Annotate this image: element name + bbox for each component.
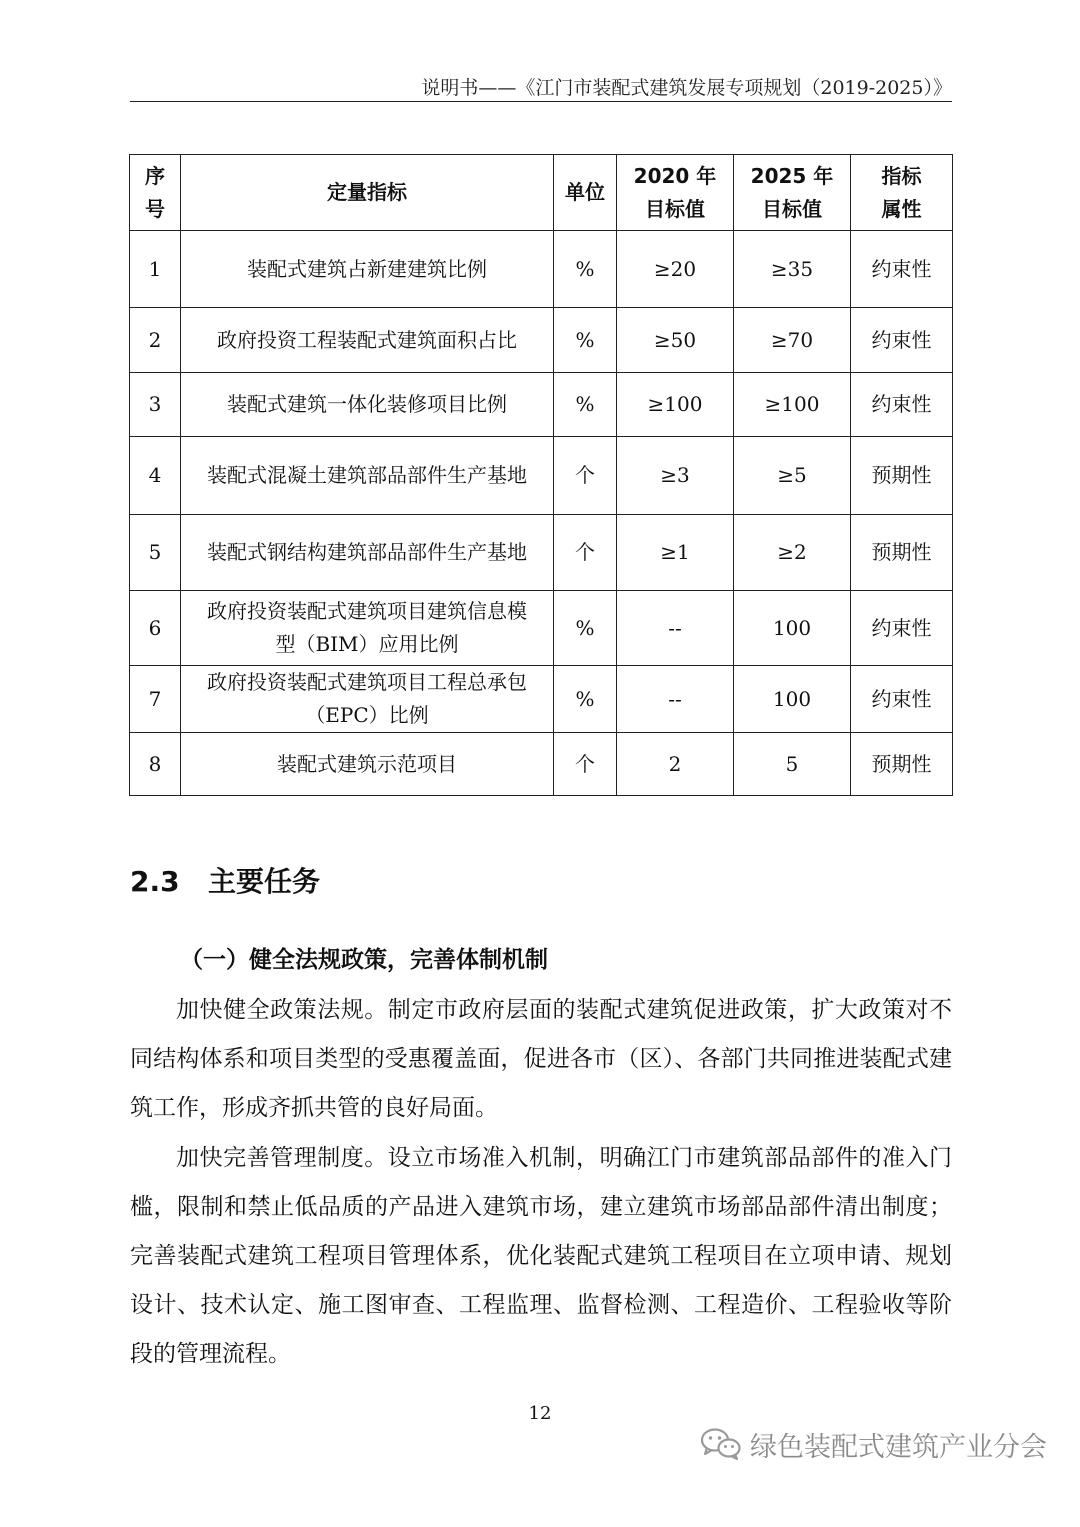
cell-target-2025: ≥100 bbox=[734, 373, 851, 437]
cell-attribute: 预期性 bbox=[851, 437, 953, 515]
cell-no: 7 bbox=[130, 666, 181, 733]
cell-attribute: 约束性 bbox=[851, 231, 953, 308]
cell-target-2020: ≥1 bbox=[617, 515, 734, 591]
cell-target-2025: ≥5 bbox=[734, 437, 851, 515]
header-rule bbox=[130, 101, 952, 102]
column-header-unit: 单位 bbox=[554, 155, 617, 231]
column-header-2020 bbox=[617, 155, 734, 231]
cell-unit: 个 bbox=[554, 515, 617, 591]
table-row bbox=[130, 308, 953, 373]
cell-attribute: 约束性 bbox=[851, 591, 953, 666]
cell-indicator-line1: 政府投资装配式建筑项目建筑信息模 bbox=[207, 599, 527, 623]
cell-target-2025: ≥35 bbox=[734, 231, 851, 308]
column-header-attribute bbox=[851, 155, 953, 231]
cell-unit: % bbox=[554, 666, 617, 733]
table-row bbox=[130, 231, 953, 308]
cell-indicator bbox=[181, 733, 554, 796]
wechat-icon bbox=[700, 1427, 742, 1461]
column-header-2025 bbox=[734, 155, 851, 231]
cell-target-2025: ≥2 bbox=[734, 515, 851, 591]
cell-target-2025: 100 bbox=[734, 666, 851, 733]
table-row bbox=[130, 733, 953, 796]
cell-indicator bbox=[181, 231, 554, 308]
cell-indicator bbox=[181, 515, 554, 591]
column-header-2020-line1: 2020 年 bbox=[633, 163, 717, 188]
cell-indicator-line2: 型（BIM）应用比例 bbox=[275, 632, 459, 656]
cell-target-2025: 5 bbox=[734, 733, 851, 796]
section-title: 主要任务 bbox=[208, 865, 321, 898]
cell-target-2020: ≥3 bbox=[617, 437, 734, 515]
cell-unit: % bbox=[554, 308, 617, 373]
column-header-2025-line2: 目标值 bbox=[762, 196, 822, 221]
watermark bbox=[700, 1420, 1047, 1468]
cell-no: 2 bbox=[130, 308, 181, 373]
subsection-heading: （一）健全法规政策，完善体制机制 bbox=[180, 947, 548, 973]
cell-no: 6 bbox=[130, 591, 181, 666]
running-header: 说明书——《江门市装配式建筑发展专项规划（2019-2025）》 bbox=[421, 77, 952, 99]
cell-unit: % bbox=[554, 231, 617, 308]
table-header-row bbox=[130, 155, 953, 231]
table-row bbox=[130, 591, 953, 666]
cell-target-2020: 2 bbox=[617, 733, 734, 796]
cell-indicator-line1: 政府投资工程装配式建筑面积占比 bbox=[217, 327, 517, 352]
cell-target-2020: -- bbox=[617, 666, 734, 733]
cell-target-2020: ≥100 bbox=[617, 373, 734, 437]
body-paragraph: 加快健全政策法规。制定市政府层面的装配式建筑促进政策，扩大政策对不同结构体系和项目类型的受惠覆盖面，促进各市（区）、各部门共同推进装配式建筑工作，形成齐抓共管的良好局面。 bbox=[130, 997, 952, 1121]
cell-target-2025: 100 bbox=[734, 591, 851, 666]
cell-unit: 个 bbox=[554, 437, 617, 515]
section-number: 2.3 bbox=[130, 865, 180, 898]
cell-indicator bbox=[181, 373, 554, 437]
column-header-index bbox=[130, 155, 181, 231]
column-header-index-line2: 号 bbox=[145, 196, 165, 221]
cell-no: 1 bbox=[130, 231, 181, 308]
cell-indicator-line1: 装配式建筑一体化装修项目比例 bbox=[227, 392, 507, 416]
column-header-2025-line1: 2025 年 bbox=[750, 163, 834, 188]
cell-indicator bbox=[181, 591, 554, 666]
cell-indicator bbox=[181, 437, 554, 515]
body-paragraph: 加快完善管理制度。设立市场准入机制，明确江门市建筑部品部件的准入门槛，限制和禁止低品质的产品进入建筑市场，建立建筑市场部品部件清出制度；完善装配式建筑工程项目管理体系，优化装配式建筑工程项目在立项申请、规划设计、技术认定、施工图审查、工程监理、监督检测、工程造价、工程验收等阶段的管理流程。 bbox=[130, 1145, 952, 1367]
cell-attribute: 约束性 bbox=[851, 373, 953, 437]
indicator-table bbox=[129, 154, 953, 796]
column-header-index-line1: 序 bbox=[145, 163, 165, 188]
page-number: 12 bbox=[528, 1403, 552, 1424]
cell-unit: 个 bbox=[554, 733, 617, 796]
cell-target-2025: ≥70 bbox=[734, 308, 851, 373]
cell-indicator-line1: 装配式建筑占新建建筑比例 bbox=[247, 256, 487, 281]
cell-target-2020: ≥50 bbox=[617, 308, 734, 373]
cell-attribute: 预期性 bbox=[851, 515, 953, 591]
column-header-attribute-line2: 属性 bbox=[881, 196, 922, 221]
cell-unit: % bbox=[554, 373, 617, 437]
cell-no: 5 bbox=[130, 515, 181, 591]
cell-no: 8 bbox=[130, 733, 181, 796]
table-row bbox=[130, 666, 953, 733]
table-row bbox=[130, 437, 953, 515]
watermark-text: 绿色装配式建筑产业分会 bbox=[750, 1431, 1047, 1463]
table-row bbox=[130, 515, 953, 591]
cell-indicator-line1: 装配式混凝土建筑部品部件生产基地 bbox=[207, 463, 527, 487]
section-heading bbox=[130, 860, 320, 904]
cell-attribute: 预期性 bbox=[851, 733, 953, 796]
cell-target-2020: ≥20 bbox=[617, 231, 734, 308]
cell-no: 4 bbox=[130, 437, 181, 515]
cell-attribute: 约束性 bbox=[851, 308, 953, 373]
column-header-attribute-line1: 指标 bbox=[881, 163, 922, 188]
cell-no: 3 bbox=[130, 373, 181, 437]
table-row bbox=[130, 373, 953, 437]
cell-indicator-line1: 装配式钢结构建筑部品部件生产基地 bbox=[207, 540, 527, 564]
cell-indicator bbox=[181, 308, 554, 373]
cell-indicator-line1: 政府投资装配式建筑项目工程总承包 bbox=[207, 670, 527, 694]
cell-indicator-line1: 装配式建筑示范项目 bbox=[277, 751, 457, 776]
column-header-2020-line2: 目标值 bbox=[645, 196, 705, 221]
column-header-indicator: 定量指标 bbox=[181, 155, 554, 231]
cell-indicator bbox=[181, 666, 554, 733]
cell-target-2020: -- bbox=[617, 591, 734, 666]
cell-unit: % bbox=[554, 591, 617, 666]
cell-indicator-line2: （EPC）比例 bbox=[305, 703, 429, 727]
cell-attribute: 约束性 bbox=[851, 666, 953, 733]
